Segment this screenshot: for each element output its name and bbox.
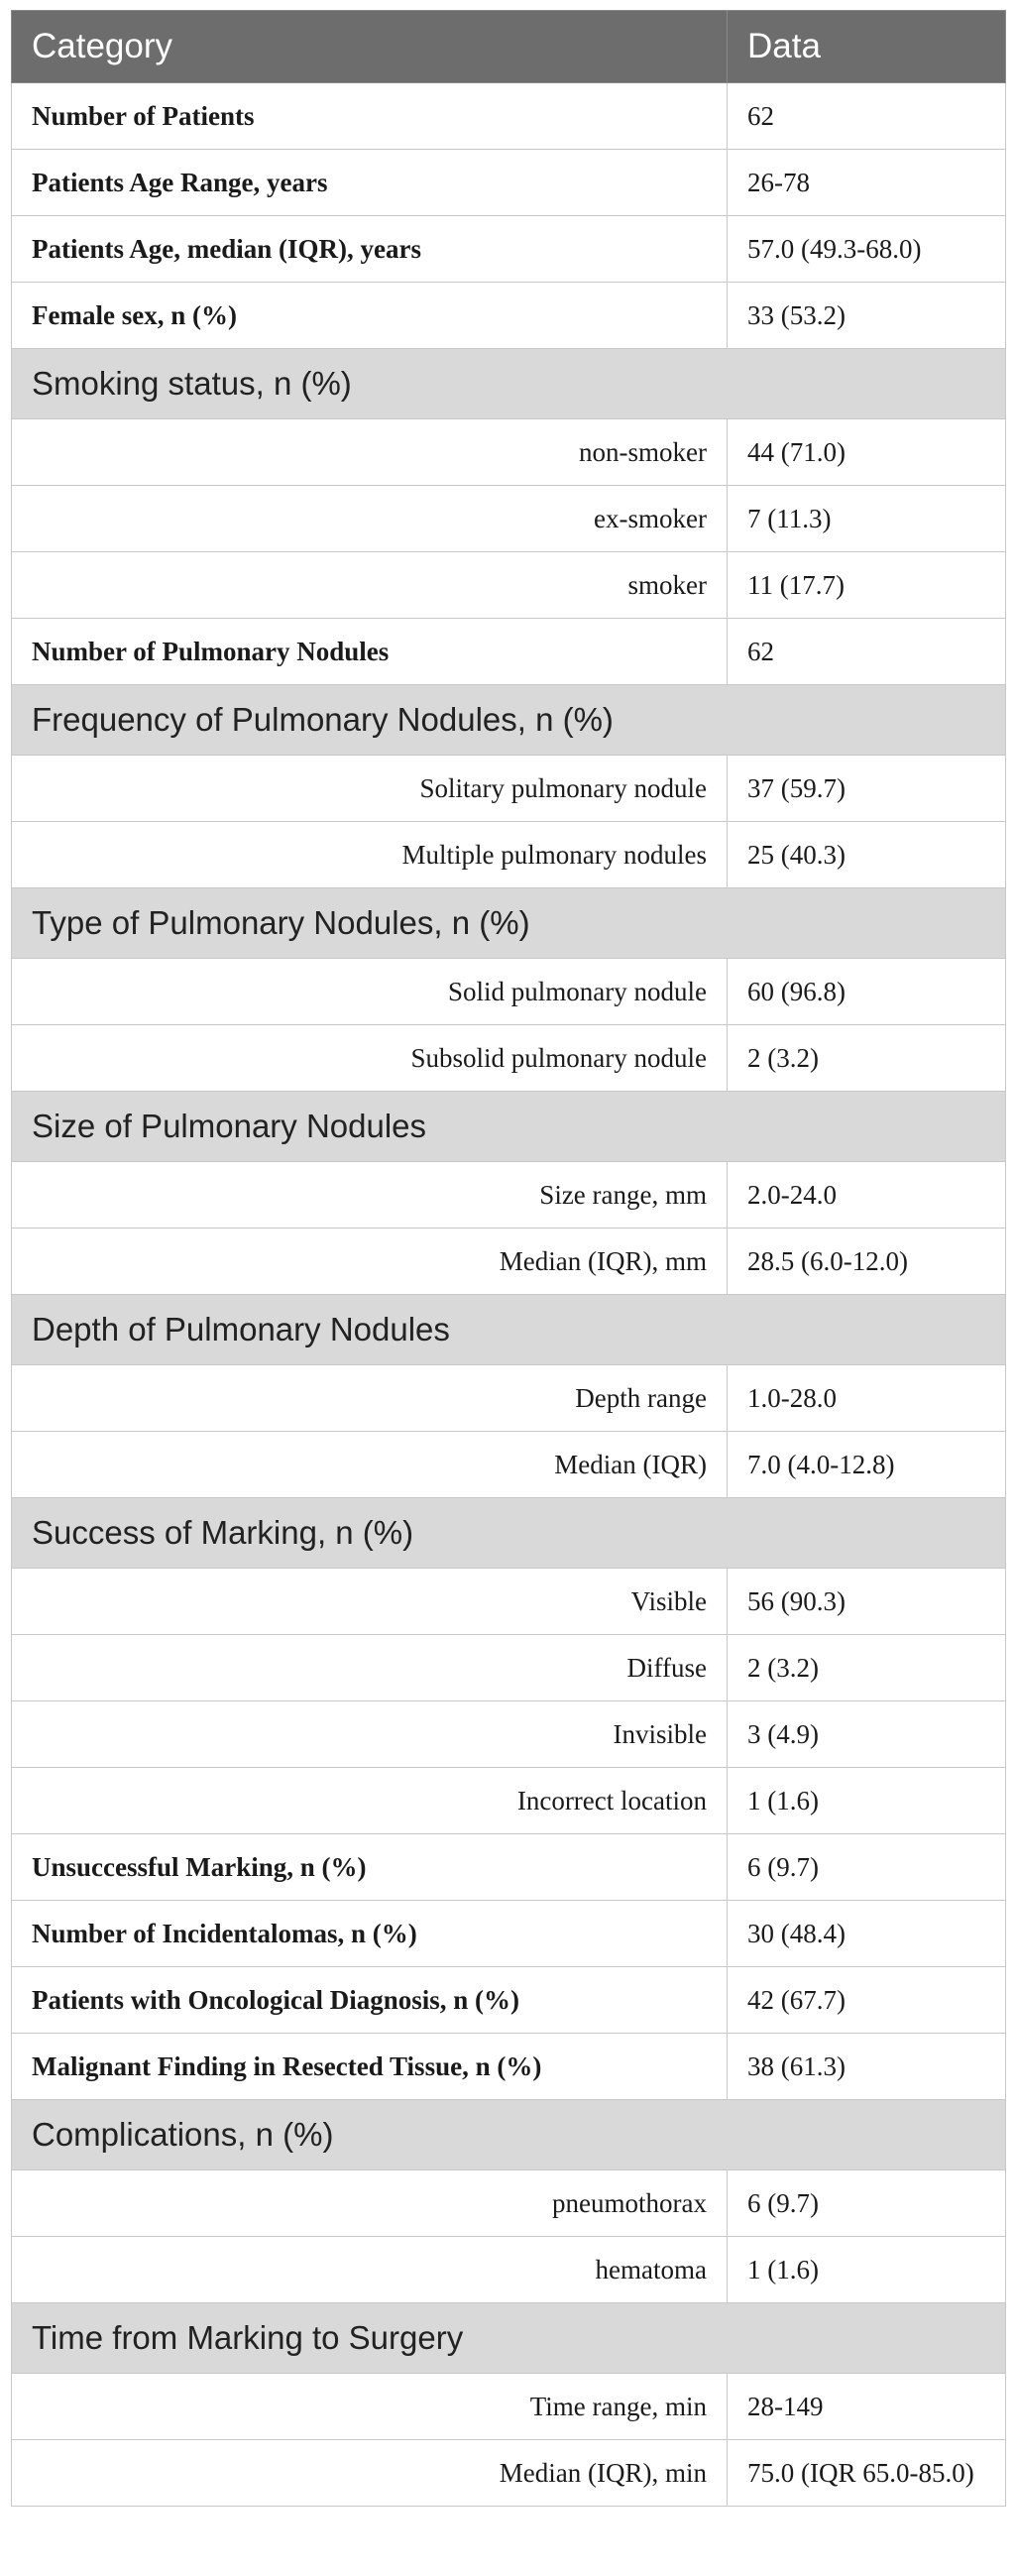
row-label: Median (IQR), min bbox=[12, 2440, 728, 2507]
row-label: Female sex, n (%) bbox=[12, 283, 728, 349]
row-value: 25 (40.3) bbox=[728, 822, 1006, 888]
row-label: Size range, mm bbox=[12, 1162, 728, 1229]
row-value: 1 (1.6) bbox=[728, 1768, 1006, 1834]
table-row bbox=[12, 959, 1006, 1025]
row-value: 2 (3.2) bbox=[728, 1025, 1006, 1092]
patient-characteristics-table bbox=[11, 10, 1006, 2507]
row-value: 75.0 (IQR 65.0-85.0) bbox=[728, 2440, 1006, 2507]
row-value: 7 (11.3) bbox=[728, 486, 1006, 552]
row-label: Incorrect location bbox=[12, 1768, 728, 1834]
table-row bbox=[12, 2034, 1006, 2100]
table-row bbox=[12, 1768, 1006, 1834]
row-value: 11 (17.7) bbox=[728, 552, 1006, 619]
table-row bbox=[12, 1432, 1006, 1498]
table-row bbox=[12, 619, 1006, 685]
row-label: Diffuse bbox=[12, 1635, 728, 1701]
row-value: 28.5 (6.0-12.0) bbox=[728, 1229, 1006, 1295]
table-row bbox=[12, 756, 1006, 822]
section-header-row bbox=[12, 1498, 1006, 1569]
row-label: Unsuccessful Marking, n (%) bbox=[12, 1834, 728, 1901]
row-label: Patients Age Range, years bbox=[12, 150, 728, 216]
section-header-row bbox=[12, 888, 1006, 959]
row-label: Invisible bbox=[12, 1701, 728, 1768]
row-value: 6 (9.7) bbox=[728, 2170, 1006, 2237]
table-row bbox=[12, 1569, 1006, 1635]
section-header-row bbox=[12, 2303, 1006, 2374]
table-row bbox=[12, 1162, 1006, 1229]
table-row bbox=[12, 83, 1006, 150]
section-title: Success of Marking, n (%) bbox=[12, 1498, 1006, 1569]
row-label: Depth range bbox=[12, 1365, 728, 1432]
row-label: Subsolid pulmonary nodule bbox=[12, 1025, 728, 1092]
section-header-row bbox=[12, 349, 1006, 419]
row-label: Solitary pulmonary nodule bbox=[12, 756, 728, 822]
table-row bbox=[12, 2170, 1006, 2237]
row-value: 33 (53.2) bbox=[728, 283, 1006, 349]
row-value: 62 bbox=[728, 83, 1006, 150]
table-row bbox=[12, 822, 1006, 888]
table-row bbox=[12, 283, 1006, 349]
section-title: Size of Pulmonary Nodules bbox=[12, 1092, 1006, 1162]
row-value: 60 (96.8) bbox=[728, 959, 1006, 1025]
row-label: ex-smoker bbox=[12, 486, 728, 552]
table-header-row bbox=[12, 11, 1006, 83]
row-label: Number of Pulmonary Nodules bbox=[12, 619, 728, 685]
table-row bbox=[12, 1229, 1006, 1295]
row-label: non-smoker bbox=[12, 419, 728, 486]
section-title: Smoking status, n (%) bbox=[12, 349, 1006, 419]
row-label: pneumothorax bbox=[12, 2170, 728, 2237]
row-label: hematoma bbox=[12, 2237, 728, 2303]
table-row bbox=[12, 2374, 1006, 2440]
section-title: Frequency of Pulmonary Nodules, n (%) bbox=[12, 685, 1006, 756]
row-label: Median (IQR) bbox=[12, 1432, 728, 1498]
row-label: Number of Patients bbox=[12, 83, 728, 150]
section-header-row bbox=[12, 685, 1006, 756]
section-header-row bbox=[12, 1092, 1006, 1162]
row-label: Number of Incidentalomas, n (%) bbox=[12, 1901, 728, 1967]
row-label: Solid pulmonary nodule bbox=[12, 959, 728, 1025]
row-value: 30 (48.4) bbox=[728, 1901, 1006, 1967]
section-header-row bbox=[12, 2100, 1006, 2170]
table-row bbox=[12, 216, 1006, 283]
table-row bbox=[12, 1365, 1006, 1432]
row-value: 44 (71.0) bbox=[728, 419, 1006, 486]
row-value: 6 (9.7) bbox=[728, 1834, 1006, 1901]
table-row bbox=[12, 1635, 1006, 1701]
row-value: 37 (59.7) bbox=[728, 756, 1006, 822]
table-row bbox=[12, 2440, 1006, 2507]
section-title: Type of Pulmonary Nodules, n (%) bbox=[12, 888, 1006, 959]
row-value: 62 bbox=[728, 619, 1006, 685]
table-row bbox=[12, 1701, 1006, 1768]
row-value: 3 (4.9) bbox=[728, 1701, 1006, 1768]
table-row bbox=[12, 552, 1006, 619]
row-label: Multiple pulmonary nodules bbox=[12, 822, 728, 888]
table-body bbox=[12, 83, 1006, 2507]
table-row bbox=[12, 1025, 1006, 1092]
row-value: 7.0 (4.0-12.8) bbox=[728, 1432, 1006, 1498]
row-value: 42 (67.7) bbox=[728, 1967, 1006, 2034]
table-row bbox=[12, 2237, 1006, 2303]
section-title: Complications, n (%) bbox=[12, 2100, 1006, 2170]
row-label: Visible bbox=[12, 1569, 728, 1635]
section-header-row bbox=[12, 1295, 1006, 1365]
row-value: 2 (3.2) bbox=[728, 1635, 1006, 1701]
table-row bbox=[12, 1901, 1006, 1967]
row-label: Time range, min bbox=[12, 2374, 728, 2440]
row-label: Median (IQR), mm bbox=[12, 1229, 728, 1295]
table-row bbox=[12, 419, 1006, 486]
row-value: 1 (1.6) bbox=[728, 2237, 1006, 2303]
column-header-data: Data bbox=[728, 11, 1006, 83]
row-value: 28-149 bbox=[728, 2374, 1006, 2440]
row-value: 2.0-24.0 bbox=[728, 1162, 1006, 1229]
table-row bbox=[12, 150, 1006, 216]
row-label: Patients with Oncological Diagnosis, n (%) bbox=[12, 1967, 728, 2034]
column-header-category: Category bbox=[12, 11, 728, 83]
table-row bbox=[12, 1967, 1006, 2034]
row-label: Patients Age, median (IQR), years bbox=[12, 216, 728, 283]
section-title: Time from Marking to Surgery bbox=[12, 2303, 1006, 2374]
row-value: 26-78 bbox=[728, 150, 1006, 216]
row-value: 38 (61.3) bbox=[728, 2034, 1006, 2100]
table-row bbox=[12, 1834, 1006, 1901]
row-value: 56 (90.3) bbox=[728, 1569, 1006, 1635]
table-row bbox=[12, 486, 1006, 552]
row-label: Malignant Finding in Resected Tissue, n (%) bbox=[12, 2034, 728, 2100]
row-label: smoker bbox=[12, 552, 728, 619]
row-value: 1.0-28.0 bbox=[728, 1365, 1006, 1432]
section-title: Depth of Pulmonary Nodules bbox=[12, 1295, 1006, 1365]
row-value: 57.0 (49.3-68.0) bbox=[728, 216, 1006, 283]
